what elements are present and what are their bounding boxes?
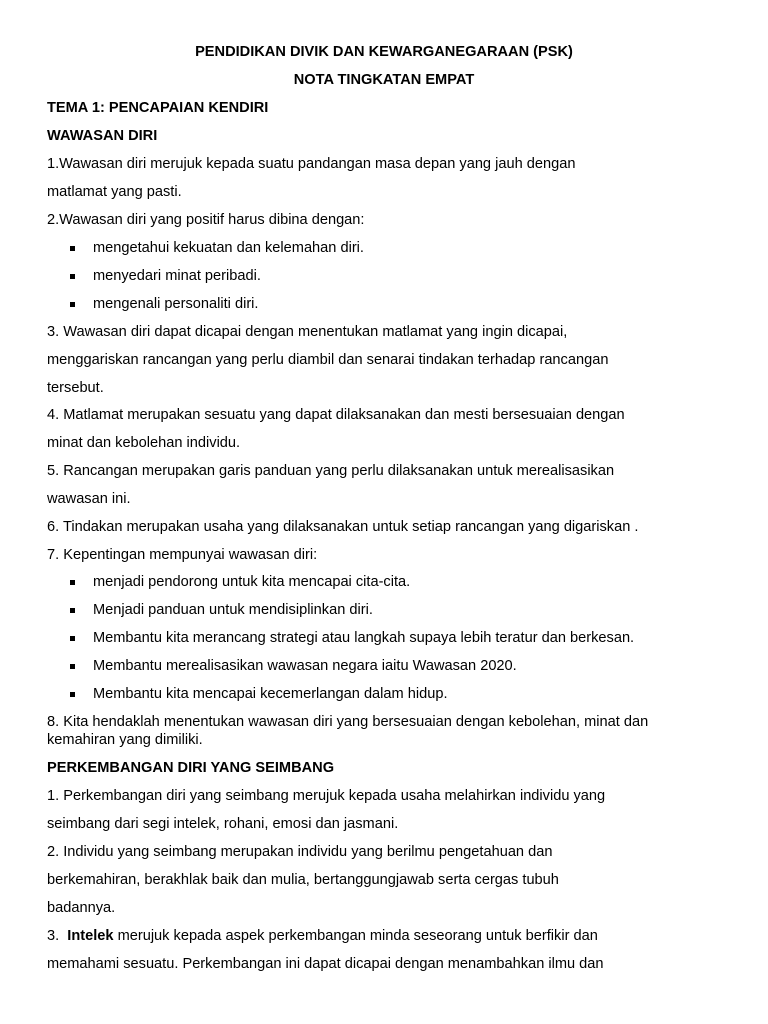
paragraph-line: 4. Matlamat merupakan sesuatu yang dapat dilaksanakan dan mesti bersesuaian dengan [47, 407, 625, 423]
paragraph-line [47, 927, 738, 945]
paragraph-line: 6. Tindakan merupakan usaha yang dilaksanakan untuk setiap rancangan yang digariskan . [47, 519, 639, 535]
paragraph-line: 8. Kita hendaklah menentukan wawasan diri yang bersesuaian dengan kebolehan, minat dan [47, 714, 649, 730]
bold-term-intelek: Intelek [67, 928, 114, 944]
paragraph-number: 3. [47, 928, 68, 944]
document-subtitle: NOTA TINGKATAN EMPAT [293, 72, 475, 88]
paragraph-line: seimbang dari segi intelek, rohani, emosi dan jasmani. [47, 816, 399, 832]
section-heading-wawasan: WAWASAN DIRI [47, 128, 158, 144]
paragraph-line: berkemahiran, berakhlak baik dan mulia, bertanggungjawab serta cergas tubuh [47, 872, 559, 888]
bullet-item: Membantu kita mencapai kecemerlangan dalam hidup. [93, 685, 738, 703]
paragraph-line: 2.Wawasan diri yang positif harus dibina dengan: [47, 212, 365, 228]
paragraph-line: kemahiran yang dimiliki. [47, 732, 203, 748]
paragraph-line: 3. Wawasan diri dapat dicapai dengan menentukan matlamat yang ingin dicapai, [47, 324, 568, 340]
paragraph-line: memahami sesuatu. Perkembangan ini dapat dicapai dengan menambahkan ilmu dan [47, 956, 604, 972]
section-heading-perkembangan: PERKEMBANGAN DIRI YANG SEIMBANG [47, 760, 335, 776]
paragraph-line: 2. Individu yang seimbang merupakan individu yang berilmu pengetahuan dan [47, 844, 553, 860]
theme-heading: TEMA 1: PENCAPAIAN KENDIRI [47, 100, 269, 116]
bullet-item: mengenali personaliti diri. [93, 295, 738, 313]
paragraph-line: matlamat yang pasti. [47, 184, 182, 200]
paragraph-line: 1. Perkembangan diri yang seimbang merujuk kepada usaha melahirkan individu yang [47, 788, 606, 804]
paragraph-line: badannya. [47, 900, 116, 916]
paragraph-line: 7. Kepentingan mempunyai wawasan diri: [47, 547, 318, 563]
bullet-item: Membantu merealisasikan wawasan negara iaitu Wawasan 2020. [93, 657, 738, 675]
document-title: PENDIDIKAN DIVIK DAN KEWARGANEGARAAN (PSK) [195, 44, 573, 60]
paragraph-line: minat dan kebolehan individu. [47, 435, 241, 451]
bullet-item: Menjadi panduan untuk mendisiplinkan diri. [93, 601, 738, 619]
paragraph-line: menggariskan rancangan yang perlu diambil dan senarai tindakan terhadap rancangan [47, 352, 609, 368]
paragraph-line: 1.Wawasan diri merujuk kepada suatu pandangan masa depan yang jauh dengan [47, 156, 576, 172]
paragraph-text: merujuk kepada aspek perkembangan minda seseorang untuk berfikir dan [113, 928, 598, 944]
paragraph-line: 5. Rancangan merupakan garis panduan yang perlu dilaksanakan untuk merealisasikan [47, 463, 615, 479]
bullet-item: mengetahui kekuatan dan kelemahan diri. [93, 239, 738, 257]
paragraph-line: tersebut. [47, 380, 104, 396]
bullet-item: menjadi pendorong untuk kita mencapai cita-cita. [93, 573, 738, 591]
bullet-item: Membantu kita merancang strategi atau langkah supaya lebih teratur dan berkesan. [93, 629, 738, 647]
bullet-item: menyedari minat peribadi. [93, 267, 738, 285]
paragraph-line: wawasan ini. [47, 491, 131, 507]
